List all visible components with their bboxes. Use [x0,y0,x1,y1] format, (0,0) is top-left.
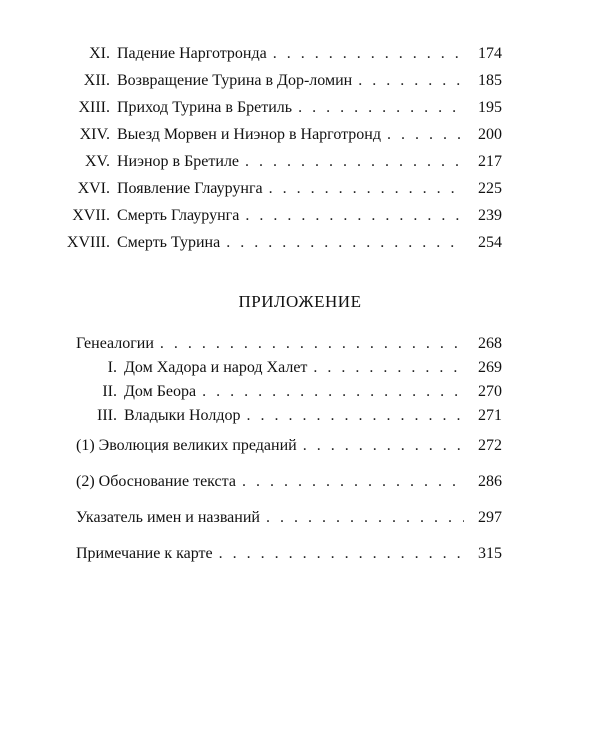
toc-entry [0,175,600,202]
page-number: 174 [478,45,502,62]
toc-subentry [0,404,600,428]
page-number: 272 [478,437,502,454]
page-number: 269 [478,359,502,376]
toc-entry [0,470,600,494]
dot-leader [245,202,464,229]
entry-title: Примечание к карте [76,545,213,562]
chapter-number: XI. [89,45,110,62]
chapter-title: Приход Турина в Бретиль [117,99,293,116]
page-number: 225 [478,180,502,197]
chapter-title: Появление Глаурунга [117,180,263,197]
chapter-title: Смерть Турина [117,234,221,251]
dot-leader [313,356,464,380]
page-number: 268 [478,335,502,352]
page-number: 195 [478,99,502,116]
chapter-number: XVIII. [66,234,110,251]
toc-entry [0,506,600,530]
dot-leader [387,121,464,148]
chapter-title: Выезд Морвен и Ниэнор в Нарготронд [117,126,382,143]
toc-entry [0,434,600,458]
dot-leader [358,67,464,94]
subentry-title: Дом Хадора и народ Халет [124,359,308,376]
page-number: 271 [478,407,502,424]
toc-entry [0,148,600,175]
chapter-title: Смерть Глаурунга [117,207,240,224]
toc-entry [0,121,600,148]
chapter-title: Ниэнор в Бретиле [117,153,240,170]
dot-leader [219,542,464,566]
toc-entry [0,94,600,121]
page-number: 239 [478,207,502,224]
toc-entry [0,67,600,94]
page-number: 217 [478,153,502,170]
entry-title: Указатель имен и названий [76,509,260,526]
appendix-heading: ПРИЛОЖЕНИЕ [238,292,362,311]
page-number: 286 [478,473,502,490]
dot-leader [273,40,464,67]
page-number: 297 [478,509,502,526]
toc-entry [0,202,600,229]
subentry-number: I. [107,359,117,376]
dot-leader [242,470,464,494]
dot-leader [202,380,464,404]
toc-entry [0,40,600,67]
dot-leader [269,175,464,202]
toc-entry [0,229,600,256]
subentry-title: Владыки Нолдор [124,407,241,424]
page-number: 200 [478,126,502,143]
toc-entry [0,542,600,566]
entry-title: (2) Обоснование текста [76,473,236,490]
chapter-number: XV. [84,153,110,170]
chapter-title: Падение Нарготронда [117,45,267,62]
page-number: 185 [478,72,502,89]
chapter-title: Возвращение Турина в Дор-ломин [117,72,353,89]
dot-leader [298,94,464,121]
dot-leader [245,148,464,175]
page-number: 270 [478,383,502,400]
toc-entry [0,332,600,356]
chapter-number: XIII. [78,99,110,116]
subentry-number: III. [97,407,117,424]
subentry-title: Дом Беора [124,383,197,400]
entry-title: Генеалогии [76,335,154,352]
dot-leader [246,404,464,428]
chapter-number: XVI. [77,180,110,197]
chapter-number: XVII. [72,207,110,224]
chapter-number: XIV. [79,126,110,143]
subentry-number: II. [102,383,117,400]
dot-leader [226,229,464,256]
page-number: 254 [478,234,502,251]
toc-subentry [0,380,600,404]
chapter-number: XII. [83,72,110,89]
chapter-list [0,40,600,256]
dot-leader [303,434,464,458]
dot-leader [266,506,464,530]
dot-leader [160,332,464,356]
entry-title: (1) Эволюция великих преданий [76,437,297,454]
toc-subentry [0,356,600,380]
page-number: 315 [478,545,502,562]
